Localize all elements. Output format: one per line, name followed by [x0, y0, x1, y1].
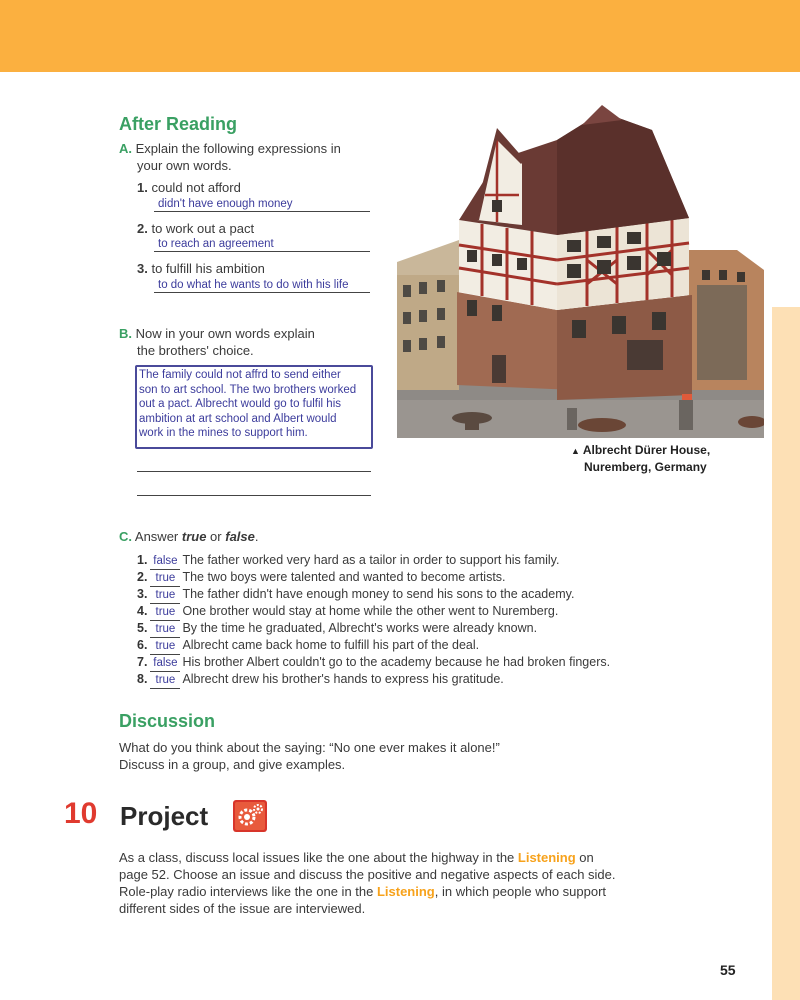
true-false-answer[interactable]: false: [150, 655, 180, 672]
item-number: 3.: [137, 261, 148, 276]
project-line-4: different sides of the issue are interviewed.: [119, 901, 366, 916]
exercise-a-line2: your own words.: [137, 158, 232, 173]
answer-text-line: son to art school. The two brothers worked: [139, 383, 357, 396]
page-number: 55: [720, 962, 736, 978]
true-false-answer[interactable]: false: [150, 553, 180, 570]
answer-text-line: work in the mines to support him.: [139, 427, 308, 439]
item-number: 2.: [137, 221, 148, 236]
exercise-a-letter: A.: [119, 141, 132, 156]
after-reading-heading: After Reading: [119, 114, 238, 134]
true-false-answer[interactable]: true: [150, 672, 180, 689]
true-word: true: [181, 529, 207, 544]
true-false-answer[interactable]: true: [150, 570, 180, 587]
discussion-line-2: Discuss in a group, and give examples.: [119, 757, 346, 772]
photo-caption: [571, 442, 710, 475]
answer-text-line: out a pact. Albrecht would go to fulfil his: [139, 398, 342, 410]
caption-line-1: ▲ Albrecht Dürer House,: [571, 443, 711, 457]
exercise-a-item-3: [137, 261, 265, 277]
exercise-b-instructions: [119, 325, 315, 342]
answer-text-line: The family could not affrd to send either: [139, 369, 341, 381]
exercise-a-instructions: [119, 140, 341, 157]
true-false-item-7: 7. false His brother Albert couldn't go to the academy because he had broken fingers.: [137, 654, 610, 672]
exercise-c-letter: C.: [119, 529, 132, 544]
item-prompt: to work out a pact: [151, 221, 255, 236]
top-color-band: [0, 0, 800, 72]
item-number: 1.: [137, 180, 148, 195]
discussion-line-1: What do you think about the saying: “No one ever makes it alone!”: [119, 740, 500, 755]
durer-house-illustration: [397, 100, 764, 438]
true-false-item-2: 2. true The two boys were talented and wanted to become artists.: [137, 569, 506, 587]
project-line-3: Role-play radio interviews like the one in the Listening, in which people who support: [119, 884, 607, 899]
triangle-up-icon: ▲: [571, 446, 580, 456]
exercise-b-answer-box[interactable]: [135, 365, 373, 449]
answer-text-line: ambition at art school and Albert would: [139, 412, 337, 425]
exercise-a-answer-3[interactable]: to do what he wants to do with his life: [154, 277, 370, 293]
project-number: 10: [64, 797, 98, 830]
exercise-b-line2: the brothers' choice.: [137, 343, 254, 358]
exercise-a-line1: Explain the following expressions in: [135, 141, 341, 156]
true-false-item-5: 5. true By the time he graduated, Albrecht's works were already known.: [137, 620, 537, 638]
true-false-item-8: 8. true Albrecht drew his brother's hands to express his gratitude.: [137, 671, 504, 689]
false-word: false: [225, 529, 255, 544]
durer-house-photo: [397, 100, 764, 438]
project-line-2: page 52. Choose an issue and discuss the positive and negative aspects of each side.: [119, 867, 616, 882]
listening-link[interactable]: Listening: [517, 850, 576, 865]
true-false-item-3: 3. true The father didn't have enough money to send his sons to the academy.: [137, 586, 574, 604]
true-false-item-6: 6. true Albrecht came back home to fulfill his part of the deal.: [137, 637, 479, 655]
gear-icon: [233, 800, 267, 832]
true-false-answer[interactable]: true: [150, 587, 180, 604]
item-prompt: to fulfill his ambition: [151, 261, 265, 276]
caption-line-2: Nuremberg, Germany: [584, 460, 707, 474]
answer-blank-line[interactable]: [137, 471, 371, 472]
true-false-item-4: 4. true One brother would stay at home while the other went to Nuremberg.: [137, 603, 558, 621]
true-false-answer[interactable]: true: [150, 621, 180, 638]
exercise-c-instructions: C. Answer true or false.: [119, 529, 259, 544]
exercise-a-answer-2[interactable]: to reach an agreement: [154, 236, 370, 252]
exercise-b-letter: B.: [119, 326, 132, 341]
project-heading: Project: [120, 801, 209, 831]
exercise-b-line1: Now in your own words explain: [135, 326, 315, 341]
side-color-band: [772, 307, 800, 1000]
true-false-item-1: 1. false The father worked very hard as a tailor in order to support his family.: [137, 552, 559, 570]
answer-blank-line[interactable]: [137, 495, 371, 496]
listening-link[interactable]: Listening: [376, 884, 435, 899]
exercise-a-item-1: [137, 180, 241, 196]
exercise-a-item-2: [137, 221, 254, 237]
project-line-1: As a class, discuss local issues like the one about the highway in the Listening on: [119, 850, 594, 865]
true-false-answer[interactable]: true: [150, 638, 180, 655]
true-false-answer[interactable]: true: [150, 604, 180, 621]
exercise-a-answer-1[interactable]: didn't have enough money: [154, 196, 370, 212]
discussion-heading: Discussion: [119, 711, 216, 731]
item-prompt: could not afford: [151, 180, 241, 195]
